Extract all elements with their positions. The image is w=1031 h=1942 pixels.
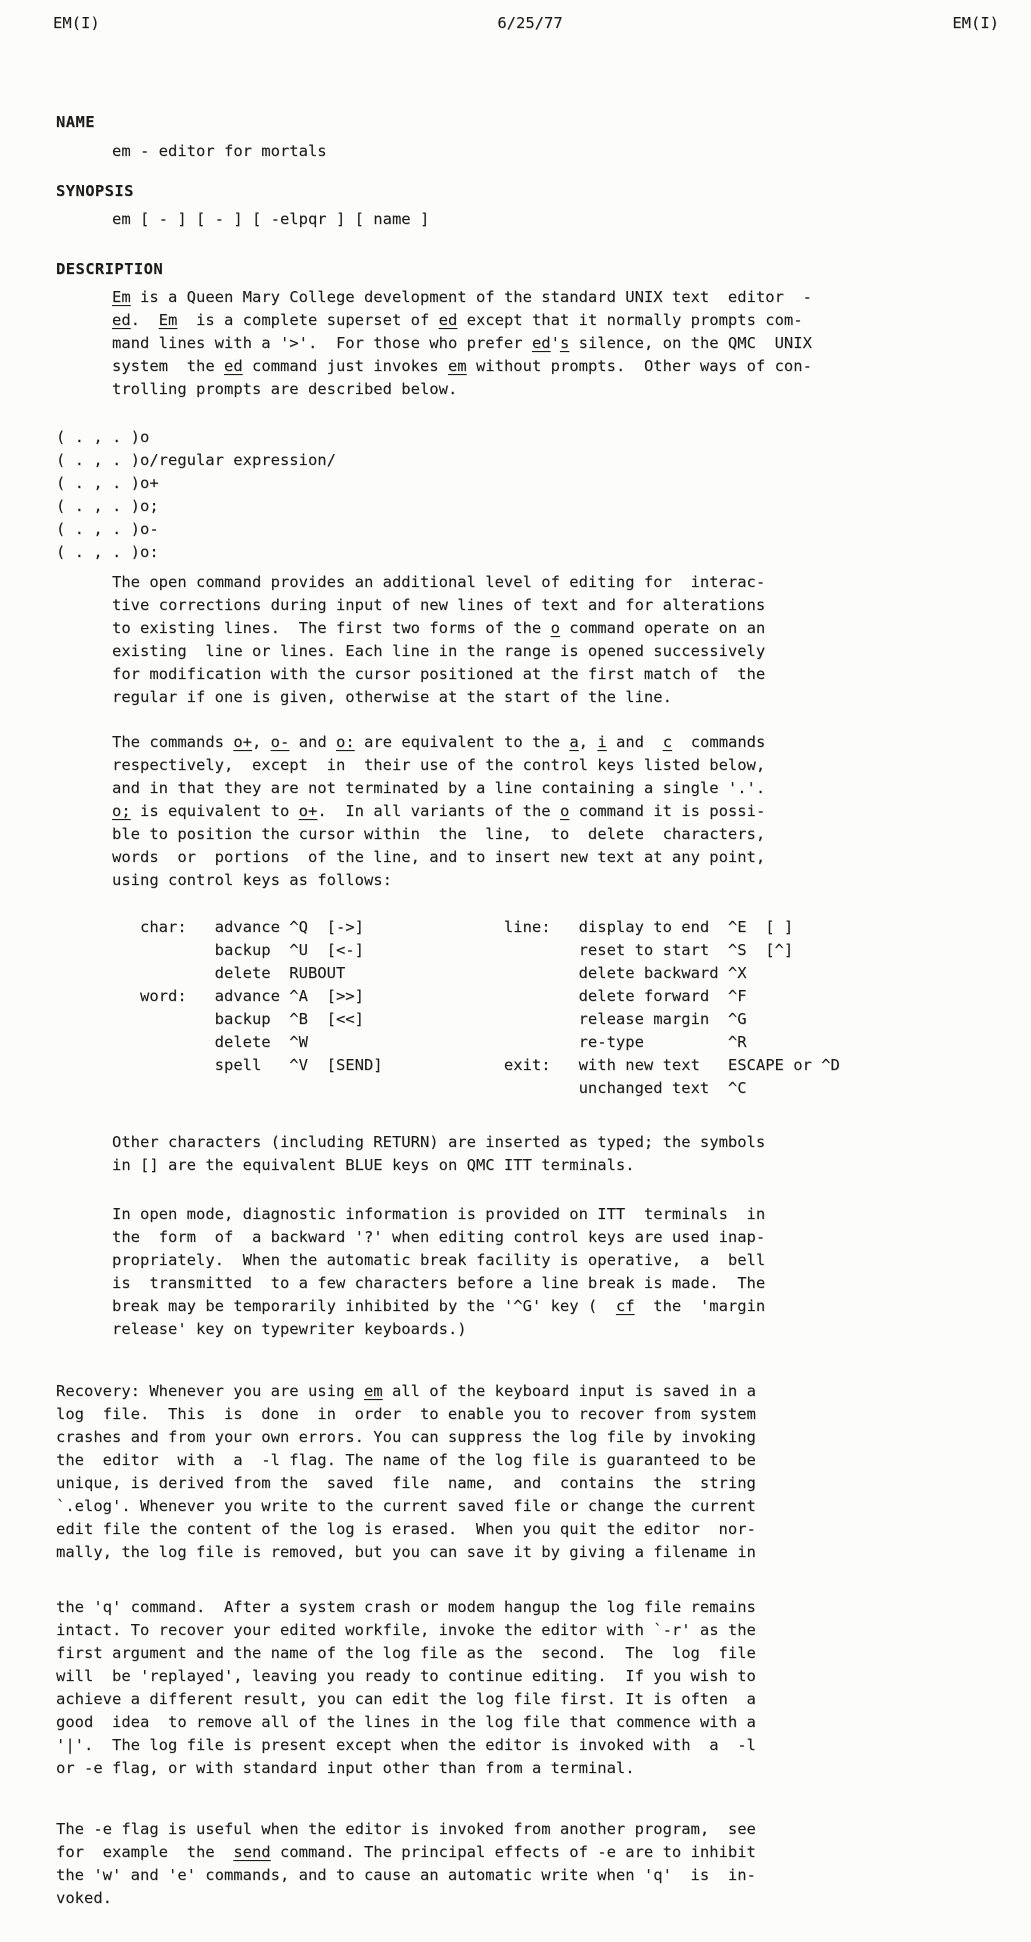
header-left-title: EM(I) (53, 14, 100, 32)
section-title-synopsis-line (56, 180, 1031, 203)
open-mode-paragraph-line (112, 1203, 1031, 1226)
section-title-name (56, 111, 1031, 134)
log-replay-paragraph-line (56, 1688, 1031, 1711)
name-body-line (112, 140, 1031, 163)
text: and in that they are not terminated by a line containing a single '.'. (112, 779, 766, 797)
control-commands-paragraph (112, 731, 1031, 892)
name-body (112, 140, 1031, 163)
e-flag-paragraph-line (56, 1864, 1031, 1887)
text: log file. This is done in order to enable you to recover from system (56, 1405, 756, 1423)
text: Other characters (including RETURN) are inserted as typed; the symbols (112, 1133, 766, 1151)
log-replay-paragraph-line (56, 1711, 1031, 1734)
control-commands-paragraph-line (112, 823, 1031, 846)
text: the editor with a -l flag. The name of the log file is guaranteed to be (56, 1451, 756, 1469)
synopsis-body (112, 208, 1031, 231)
text: The -e flag is useful when the editor is invoked from another program, see (56, 1820, 756, 1838)
text: em [ - ] [ - ] [ -elpqr ] [ name ] (112, 210, 430, 228)
log-replay-paragraph-line (56, 1757, 1031, 1780)
text: the 'margin (634, 1297, 766, 1315)
text: trolling prompts are described below. (112, 380, 458, 398)
text: break may be temporarily inhibited by the '^G' key ( (112, 1297, 616, 1315)
section-title-description (56, 258, 1031, 281)
text: the 'w' and 'e' commands, and to cause an automatic write when 'q' is in- (56, 1866, 756, 1884)
recovery-paragraph-line (56, 1449, 1031, 1472)
text: mally, the log file is removed, but you can save it by giving a filename in (56, 1543, 756, 1561)
text: the form of a backward '?' when editing control keys are used inap- (112, 1228, 766, 1246)
text: tive corrections during input of new lines of text and for alterations (112, 596, 766, 614)
underlined-text: o+ (298, 802, 318, 820)
recovery-paragraph-line (56, 1541, 1031, 1564)
text: ' (550, 334, 560, 352)
underlined-text: ed (223, 357, 243, 375)
text: spell ^V [SEND] exit: with new text ESCAPE or ^D (112, 1056, 840, 1074)
text: word: advance ^A [>>] delete forward ^F (112, 987, 747, 1005)
text: good idea to remove all of the lines in the log file that commence with a (56, 1713, 756, 1731)
text: existing line or lines. Each line in the range is opened successively (112, 642, 766, 660)
text: crashes and from your own errors. You can suppress the log file by invoking (56, 1428, 756, 1446)
text: . In all variants of the (317, 802, 560, 820)
log-replay-paragraph-line (56, 1734, 1031, 1757)
open-command-forms-line (56, 541, 1031, 564)
log-replay-paragraph-line (56, 1596, 1031, 1619)
recovery-paragraph-line (56, 1518, 1031, 1541)
e-flag-paragraph-line (56, 1841, 1031, 1864)
header-right-title: EM(I) (952, 14, 999, 32)
control-keys-table-line (112, 939, 1031, 962)
document-body (0, 111, 1031, 1910)
text: except that it normally prompts com- (457, 311, 803, 329)
text: is a Queen Mary College development of the standard UNIX text editor - (130, 288, 812, 306)
text: command it is possi- (569, 802, 766, 820)
e-flag-paragraph (56, 1818, 1031, 1910)
control-keys-table-line (112, 985, 1031, 1008)
text: in [] are the equivalent BLUE keys on QMC ITT terminals. (112, 1156, 635, 1174)
text: regular if one is given, otherwise at the start of the line. (112, 688, 672, 706)
text: first argument and the name of the log file as the second. The log file (56, 1644, 756, 1662)
underlined-text: s (559, 334, 570, 352)
underlined-text: o- (270, 733, 290, 751)
control-keys-table-line (112, 962, 1031, 985)
text: char: advance ^Q [->] line: display to end ^E [ ] (112, 918, 794, 936)
open-command-forms (56, 426, 1031, 564)
control-keys-table-line (112, 1054, 1031, 1077)
text: is transmitted to a few characters before a line break is made. The (112, 1274, 766, 1292)
text: backup ^U [<-] reset to start ^S [^] (112, 941, 794, 959)
text: , (578, 733, 598, 751)
text: intact. To recover your edited workfile, invoke the editor with `-r' as the (56, 1621, 756, 1639)
text: ( . , . )o- (56, 520, 159, 538)
text: The open command provides an additional level of editing for interac- (112, 573, 766, 591)
open-command-paragraph-line (112, 663, 1031, 686)
e-flag-paragraph-line (56, 1887, 1031, 1910)
text: propriately. When the automatic break facility is operative, a bell (112, 1251, 766, 1269)
control-keys-table-line (112, 1031, 1031, 1054)
text: `.elog'. Whenever you write to the current saved file or change the current (56, 1497, 756, 1515)
text: commands (672, 733, 766, 751)
text: SYNOPSIS (56, 182, 134, 200)
description-paragraph-line (112, 332, 1031, 355)
e-flag-paragraph-line (56, 1818, 1031, 1841)
text: delete RUBOUT delete backward ^X (112, 964, 747, 982)
underlined-text: ed (438, 311, 458, 329)
underlined-text: em (363, 1382, 383, 1400)
underlined-text: ed (112, 311, 131, 329)
control-keys-table (112, 916, 1031, 1100)
recovery-paragraph-line (56, 1495, 1031, 1518)
recovery-paragraph-line (56, 1472, 1031, 1495)
underlined-text: Em (158, 311, 178, 329)
blue-keys-note (112, 1131, 1031, 1177)
page-header (0, 12, 1031, 35)
text: release' key on typewriter keyboards.) (112, 1320, 467, 1338)
open-command-forms-line (56, 426, 1031, 449)
description-paragraph (112, 286, 1031, 401)
text: ( . , . )o/regular expression/ (56, 451, 336, 469)
open-command-forms-line (56, 518, 1031, 541)
text: '|'. The log file is present except when the editor is invoked with a -l (56, 1736, 756, 1754)
blue-keys-note-line (112, 1131, 1031, 1154)
text: using control keys as follows: (112, 871, 392, 889)
text: command just invokes (242, 357, 448, 375)
text: em - editor for mortals (112, 142, 327, 160)
description-paragraph-line (112, 309, 1031, 332)
blue-keys-note-line (112, 1154, 1031, 1177)
text: ( . , . )o; (56, 497, 159, 515)
text: will be 'replayed', leaving you ready to continue editing. If you wish to (56, 1667, 756, 1685)
text: voked. (56, 1889, 112, 1907)
underlined-text: c (662, 733, 673, 751)
open-mode-paragraph-line (112, 1249, 1031, 1272)
open-mode-paragraph (112, 1203, 1031, 1341)
log-replay-paragraph-line (56, 1665, 1031, 1688)
underlined-text: o: (336, 733, 355, 751)
text: NAME (56, 113, 95, 131)
control-keys-table-line (112, 916, 1031, 939)
text: . (130, 311, 159, 329)
text: , (252, 733, 271, 751)
text: to existing lines. The first two forms of the (112, 619, 551, 637)
text: system the (112, 357, 224, 375)
text: edit file the content of the log is erased. When you quit the editor nor- (56, 1520, 756, 1538)
open-command-paragraph-line (112, 686, 1031, 709)
text: delete ^W re-type ^R (112, 1033, 747, 1051)
text: and (606, 733, 663, 751)
text: is a complete superset of (177, 311, 439, 329)
log-replay-paragraph-line (56, 1642, 1031, 1665)
text: ble to position the cursor within the line, to delete characters, (112, 825, 766, 843)
text: for example the (56, 1843, 234, 1861)
text: DESCRIPTION (56, 260, 164, 278)
section-title-description-line (56, 258, 1031, 281)
recovery-paragraph-line (56, 1380, 1031, 1403)
text: is equivalent to (130, 802, 299, 820)
text: or -e flag, or with standard input other than from a terminal. (56, 1759, 635, 1777)
recovery-paragraph (56, 1380, 1031, 1564)
synopsis-body-line (112, 208, 1031, 231)
section-title-name-line (56, 111, 1031, 134)
control-keys-table-line (112, 1008, 1031, 1031)
header-date: 6/25/77 (497, 14, 563, 32)
underlined-text: send (233, 1843, 271, 1861)
open-mode-paragraph-line (112, 1272, 1031, 1295)
text: command operate on an (559, 619, 766, 637)
open-mode-paragraph-line (112, 1318, 1031, 1341)
control-commands-paragraph-line (112, 869, 1031, 892)
recovery-paragraph-line (56, 1426, 1031, 1449)
open-command-paragraph-line (112, 594, 1031, 617)
control-keys-table-line (112, 1077, 1031, 1100)
description-paragraph-line (112, 378, 1031, 401)
text: ( . , . )o+ (56, 474, 159, 492)
control-commands-paragraph-line (112, 731, 1031, 754)
underlined-text: o (559, 802, 570, 820)
log-replay-paragraph-line (56, 1619, 1031, 1642)
text: command. The principal effects of -e are to inhibit (270, 1843, 756, 1861)
underlined-text: o; (112, 802, 131, 820)
underlined-text: o+ (233, 733, 252, 751)
description-paragraph-line (112, 286, 1031, 309)
text: achieve a different result, you can edit the log file first. It is often a (56, 1690, 756, 1708)
open-command-forms-line (56, 449, 1031, 472)
text: mand lines with a '>'. For those who prefer (112, 334, 532, 352)
text: In open mode, diagnostic information is provided on ITT terminals in (112, 1205, 766, 1223)
open-command-paragraph-line (112, 571, 1031, 594)
underlined-text: Em (112, 288, 131, 306)
underlined-text: a (569, 733, 579, 751)
text: and (289, 733, 337, 751)
open-mode-paragraph-line (112, 1295, 1031, 1318)
text: silence, on the QMC UNIX (569, 334, 812, 352)
section-title-synopsis (56, 180, 1031, 203)
text: Recovery: Whenever you are using (56, 1382, 364, 1400)
text: The commands (112, 733, 234, 751)
open-command-forms-line (56, 472, 1031, 495)
open-command-paragraph (112, 571, 1031, 709)
control-commands-paragraph-line (112, 846, 1031, 869)
text: are equivalent to the (354, 733, 570, 751)
log-replay-paragraph (56, 1596, 1031, 1780)
underlined-text: cf (615, 1297, 635, 1315)
text: unchanged text ^C (112, 1079, 747, 1097)
text: unique, is derived from the saved file name, and contains the string (56, 1474, 756, 1492)
text: respectively, except in their use of the control keys listed below, (112, 756, 766, 774)
open-command-forms-line (56, 495, 1031, 518)
text: ( . , . )o (56, 428, 150, 446)
text: the 'q' command. After a system crash or modem hangup the log file remains (56, 1598, 756, 1616)
control-commands-paragraph-line (112, 800, 1031, 823)
text: all of the keyboard input is saved in a (382, 1382, 756, 1400)
text: without prompts. Other ways of con- (466, 357, 812, 375)
text: for modification with the cursor positioned at the first match of the (112, 665, 766, 683)
description-paragraph-line (112, 355, 1031, 378)
control-commands-paragraph-line (112, 777, 1031, 800)
underlined-text: i (597, 733, 607, 751)
text: ( . , . )o: (56, 543, 159, 561)
recovery-paragraph-line (56, 1403, 1031, 1426)
control-commands-paragraph-line (112, 754, 1031, 777)
underlined-text: em (447, 357, 467, 375)
underlined-text: ed (531, 334, 551, 352)
open-mode-paragraph-line (112, 1226, 1031, 1249)
text: words or portions of the line, and to insert new text at any point, (112, 848, 766, 866)
open-command-paragraph-line (112, 617, 1031, 640)
underlined-text: o (550, 619, 560, 637)
text: backup ^B [<<] release margin ^G (112, 1010, 747, 1028)
open-command-paragraph-line (112, 640, 1031, 663)
